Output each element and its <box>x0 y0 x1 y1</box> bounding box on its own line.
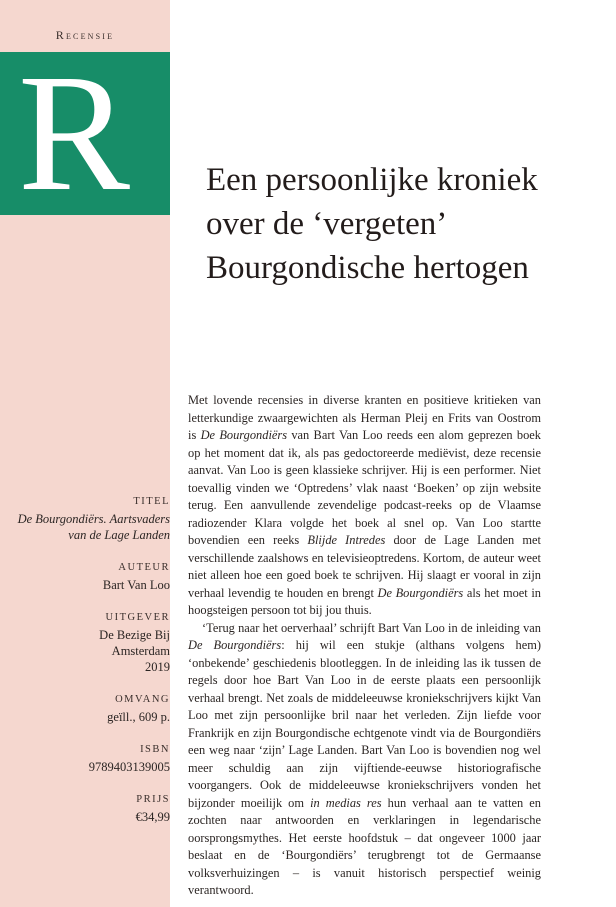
isbn-label: ISBN <box>140 744 170 755</box>
paragraph-2 <box>188 620 541 900</box>
p1-italic-2: Blijde Intredes <box>307 533 386 547</box>
p1-text-c: door de Lage Landen met verschillende zaalshows en televisieoptredens. Kortom, de auteur weet niet alleen hoe een goed boek te schrijven. Hij slaagt er vooral in zijn verhaal levendig te houden en brengt <box>188 533 541 600</box>
auteur-value: Bart Van Loo <box>102 578 170 592</box>
uitgever-value: De Bezige Bij Amsterdam 2019 <box>99 628 170 674</box>
p2-italic-2: in medias res <box>310 795 382 810</box>
p1-text-a: Met lovende recensies in diverse kranten en positieve kritieken van letterkundige zwaargewichten als Herman Pleij en Frits van Oostrom is <box>188 393 541 442</box>
p1-italic-1: De Bourgondiërs <box>200 428 288 442</box>
p2-text-a: ‘Terug naar het oerverhaal’ schrijft Bart Van Loo in de inleiding van <box>202 620 541 635</box>
prijs-value: €34,99 <box>135 810 170 824</box>
p2-italic-1: De Bourgondiërs <box>188 638 282 652</box>
prijs-label: PRIJS <box>136 794 170 805</box>
omvang-value: geïll., 609 p. <box>107 710 170 724</box>
p1-text-b: van Bart Van Loo reeds een alom geprezen boek op het moment dat ik, als pas gedoctoreerde mediëvist, deze recensie aanvat. Van Loo is geen klassieke schrijver. Hij is een performer. Niet toevallig vinden we ‘Optredens’ vlak naast ‘Boeken’ op zijn website terug. Een aanvullende zevendelige podcast-reeks op de Vlaamse radiozender Klara volgde het boek al snel op. Van Loo startte bovendien een reeks <box>188 428 541 547</box>
drop-initial: R <box>0 52 170 215</box>
book-metadata <box>14 496 170 825</box>
paragraph-1 <box>188 392 541 620</box>
omvang-label: OMVANG <box>115 694 170 705</box>
p2-text-c: hun verhaal aan te vatten en zochten naar antwoorden en verklaringen in legendarische oorsprongsmythes. Het eerste hoofdstuk – dat ongeveer 1000 jaar beslaat en de ‘Bourgondiërs’ terugbrengt tot de Germaanse volksverhuizingen – is vanuit historisch perspectief weinig verantwoord. <box>188 795 541 897</box>
titel-label: TITEL <box>133 496 170 507</box>
article-body <box>188 392 541 900</box>
section-label: Recensie <box>55 28 115 42</box>
titel-value: De Bourgondiërs. Aartsvaders van de Lage Landen <box>17 512 170 542</box>
isbn-value: 9789403139005 <box>88 760 170 774</box>
p1-italic-3: De Bourgondiërs <box>377 585 464 600</box>
p1-text-d: als het moet in hoogsteigen persoon tot bij jou thuis. <box>188 585 541 617</box>
auteur-label: AUTEUR <box>118 562 170 573</box>
uitgever-label: UITGEVER <box>105 612 170 623</box>
p2-text-b: : hij wil een stukje (althans volgens hem) ‘onbekende’ geschiedenis blootleggen. In de inleiding las ik tussen de regels door hoe Bart Van Loo in de eerste plaats een persoonlijk verhaal brengt. Net zoals de middeleeuwse kroniekschrijvers kijkt Van Loo met zijn persoonlijke bril naar het verleden. Zijn liefde voor Frankrijk en zijn Bourgondische echtgenote vindt via de Bourgondiërs een weg naar ‘zijn’ Lage Landen. Bart Van Loo is bovendien nog wel meer schuldig aan zijn vijftiende-eeuwse historiografische voorgangers. Ook de middeleeuwse kroniekschrijvers vonden het bijzonder moeilijk om <box>188 638 542 810</box>
article-title: Een persoonlijke kroniek over de ‘vergeten’ Bourgondische hertogen <box>206 162 538 286</box>
